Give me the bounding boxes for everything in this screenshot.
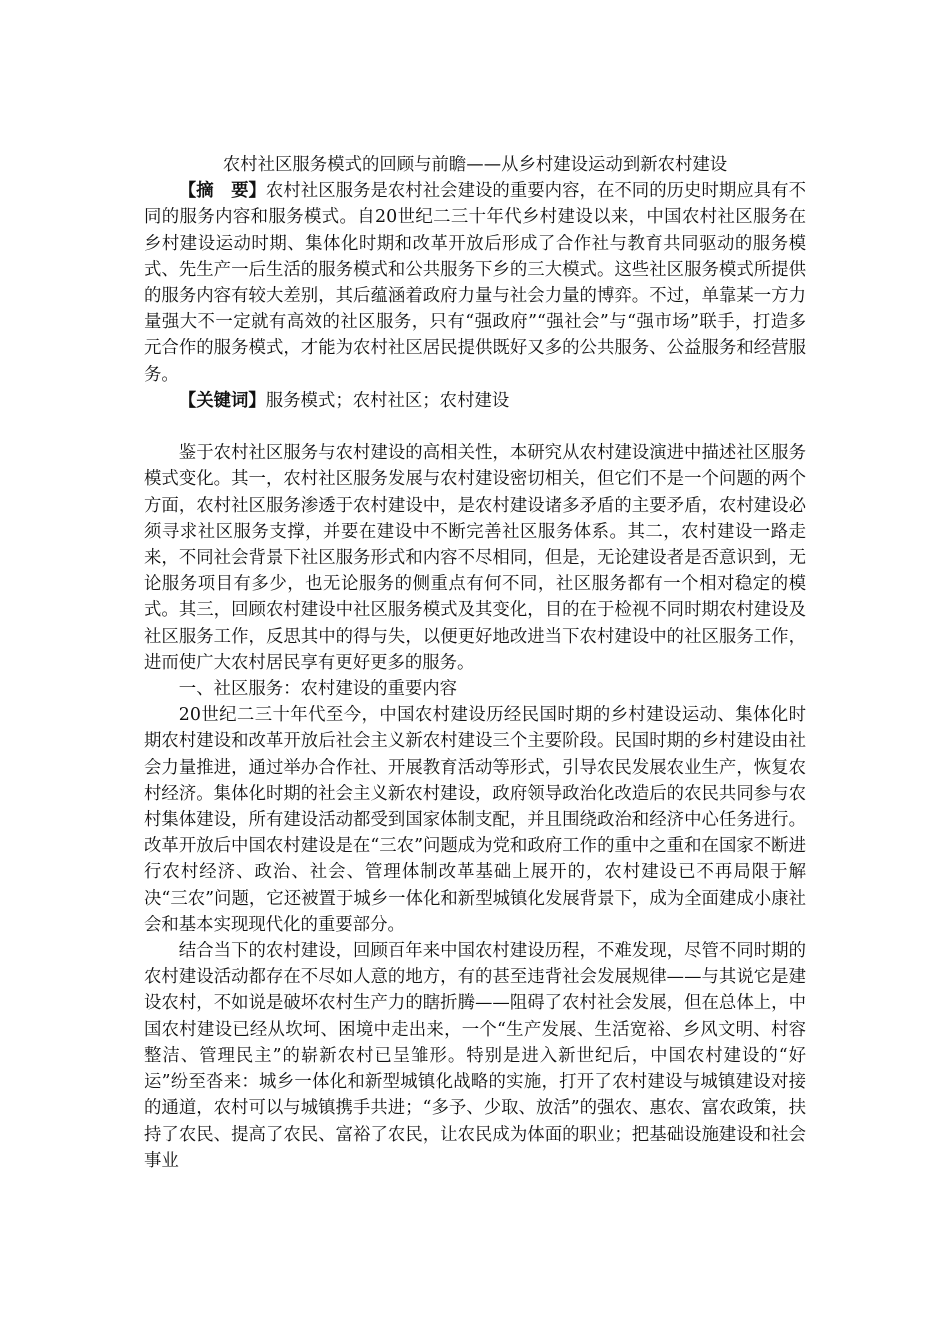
abstract-text: 农村社区服务是农村社会建设的重要内容，在不同的历史时期应具有不同的服务内容和服务模式。自20世纪二三十年代乡村建设以来，中国农村社区服务在乡村建设运动时期、集体化时期和改革开放后形成了合作社与教育共同驱动的服务模式、先生产一后生活的服务模式和公共服务下乡的三大模式。这些社区服务模式所提供的服务内容有较大差别，其后蕴涵着政府力量与社会力量的博弈。不过，单靠某一方力量强大不一定就有高效的社区服务，只有“强政府”“强社会”与“强市场”联手，打造多元合作的服务模式，才能为农村社区居民提供既好又多的公共服务、公益服务和经营服务。 — [144, 181, 806, 385]
document-title: 农村社区服务模式的回顾与前瞻——从乡村建设运动到新农村建设 — [222, 155, 728, 175]
keywords-label: 【关键词】 — [178, 390, 266, 411]
abstract-label: 【摘 要】 — [178, 181, 266, 202]
body-paragraph: 结合当下的农村建设，回顾百年来中国农村建设历程，不难发现，尽管不同时期的农村建设活动都存在不尽如人意的地方，有的甚至违背社会发展规律——与其说它是建设农村，不如说是破坏农村生产力的瞎折腾——阻碍了农村社会发展，但在总体上，中国农村建设已经从坎坷、困境中走出来，一个“生产发展、生活宽裕、乡风文明、村容整洁、管理民主”的崭新农村已呈雏形。特别是进入新世纪后，中国农村建设的“好运”纷至沓来：城乡一体化和新型城镇化战略的实施，打开了农村建设与城镇建设对接的通道，农村可以与城镇携手共进；“多予、少取、放活”的强农、惠农、富农政策，扶持了农民、提高了农民、富裕了农民，让农民成为体面的职业；把基础设施建设和社会事业 — [144, 941, 806, 1171]
body-paragraph: 20世纪二三十年代至今，中国农村建设历经民国时期的乡村建设运动、集体化时期农村建设和改革开放后社会主义新农村建设三个主要阶段。民国时期的乡村建设由社会力量推进，通过举办合作社、开展教育活动等形式，引导农民发展农业生产，恢复农村经济。集体化时期的社会主义新农村建设，政府领导政治化改造后的农民共同参与农村集体建设，所有建设活动都受到国家体制支配，并且围绕政治和经济中心任务进行。改革开放后中国农村建设是在“三农”问题成为党和政府工作的重中之重和在国家不断进行农村经济、政治、社会、管理体制改革基础上展开的，农村建设已不再局限于解决“三农”问题，它还被置于城乡一体化和新型城镇化发展背景下，成为全面建成小康社会和基本实现现代化的重要部分。 — [144, 705, 806, 935]
blank-line — [144, 414, 806, 440]
abstract-paragraph — [144, 178, 806, 388]
section-heading: 一、社区服务：农村建设的重要内容 — [178, 679, 458, 700]
keywords-text: 服务模式；农村社区；农村建设 — [265, 390, 510, 411]
document-page — [144, 152, 806, 1174]
keywords-paragraph — [144, 388, 806, 414]
intro-paragraph: 鉴于农村社区服务与农村建设的高相关性，本研究从农村建设演进中描述社区服务模式变化。其一，农村社区服务发展与农村建设密切相关，但它们不是一个问题的两个方面，农村社区服务渗透于农村建设中，是农村建设诸多矛盾的主要矛盾，农村建设必须寻求社区服务支撑，并要在建设中不断完善社区服务体系。其二，农村建设一路走来，不同社会背景下社区服务形式和内容不尽相同，但是，无论建设者是否意识到，无论服务项目有多少，也无论服务的侧重点有何不同，社区服务都有一个相对稳定的模式。其三，回顾农村建设中社区服务模式及其变化，目的在于检视不同时期农村建设及社区服务工作，反思其中的得与失，以便更好地改进当下农村建设中的社区服务工作，进而使广大农村居民享有更好更多的服务。 — [144, 443, 806, 673]
